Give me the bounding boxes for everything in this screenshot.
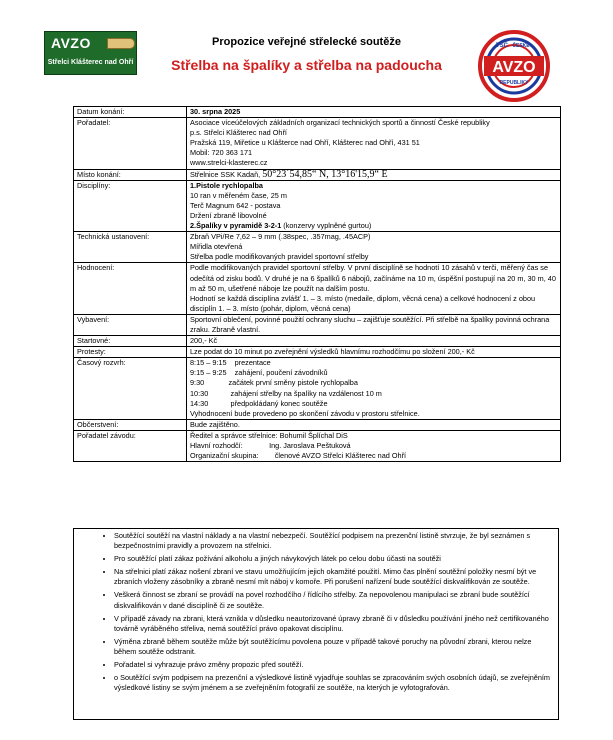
row-organizer: [74, 118, 561, 169]
row-staff: [74, 430, 561, 461]
rules-notes: [73, 528, 559, 720]
row-place: [74, 169, 561, 180]
protests-value: Lze podat do 10 minut po zveřejnění výsledků hlavnímu rozhodčímu po složení 200,- Kč: [187, 347, 561, 358]
row-date: [74, 107, 561, 118]
row-technical: [74, 232, 561, 263]
technical-value: Zbraň VPi/Re 7,62 – 9 mm (.38spec, .357mag, .45ACP) Mířidla otevřená Střelba podle modifikovaných pravidel sportovní střelby: [187, 232, 561, 263]
row-equipment: [74, 314, 561, 335]
list-item: • Na střelnici platí zákaz nošení zbraní ve stavu umožňujícím jejich okamžité použití. Mimo čas plnění soutěžní položky nesmí být ve zbraních vloženy zásobníky a zbraně nesmí mít náboj v komoře. Při porušení nařízení bude soutěžící diskvalifikován ze soutěže.: [114, 567, 552, 587]
catering-value: Bude zajištěno.: [187, 419, 561, 430]
technical-label: Technická ustanovení:: [74, 232, 187, 263]
logo-right-brand: AVZO: [492, 59, 536, 76]
list-item: • V případě závady na zbrani, která vznikla v důsledku neautorizované úpravy zbraně či v důsledku používání jiného než certifikovaného továrně vyráběného střeliva, nemá soutěžící právo opakovat disciplínu.: [114, 614, 552, 634]
list-item: • Výměna zbraně během soutěže může být soutěžícímu povolena pouze v případě takové poruchy na původní zbrani, kterou nelze během soutěže odstranit.: [114, 637, 552, 657]
catering-label: Občerstvení:: [74, 419, 187, 430]
page-title: Propozice veřejné střelecké soutěže: [212, 36, 401, 48]
page-subtitle: Střelba na špalíky a střelba na padoucha: [171, 57, 442, 73]
date-value: 30. srpna 2025: [187, 107, 561, 118]
staff-label: Pořadatel závodu:: [74, 430, 187, 461]
place-coordinates: 50°23´54,85“ N, 13°16'15,9“ E: [262, 168, 388, 180]
fee-value: 200,- Kč: [187, 336, 561, 347]
logo-brand: AVZO: [51, 35, 91, 51]
row-protests: [74, 347, 561, 358]
propositions-table: [73, 106, 561, 462]
logo-right-bottom: REPUBLIKY: [499, 80, 529, 86]
logo-right-top: ČESKÉ: [512, 43, 530, 49]
organizer-value: Asociace víceúčelových základních organizací technických sportů a činností České republiky p.s. Střelci Klášterec nad Ohří Pražská 119, Miřetice u Klášterce nad Ohří, Klášterec nad Ohří, 431 51 Mobil: 720 363 171 www.strelci-klasterec.cz: [187, 118, 561, 169]
schedule-value: 8:15 – 9:15 prezentace 9:15 – 9:25 zahájení, poučení závodníků 9:30 začátek první směny pistole rychlopalba 10:30 zahájení střelby na špalíky na vzdálenost 10 m 14:30 předpokládaný konec soutěže Vyhodnocení bude provedeno po skončení závodu v prostoru střelnice.: [187, 358, 561, 420]
equipment-label: Vybavení:: [74, 314, 187, 335]
schedule-label: Časový rozvrh:: [74, 358, 187, 420]
avzo-logo-right: [478, 30, 550, 102]
place-label: Místo konání:: [74, 169, 187, 180]
disciplines-value: 1.Pistole rychlopalba 10 ran v měřeném čase, 25 m Terč Magnum 642 - postava Držení zbraně libovolné 2.Špalíky v pyramidě 3-2-1 (konzervy vyplněné gurtou): [187, 180, 561, 231]
list-item: • Pořadatel si vyhrazuje právo změny propozic před soutěží.: [114, 660, 552, 670]
list-item: • o Soutěžící svým podpisem na prezenční a výsledkové listině vyjadřuje souhlas se zpracováním svých osobních údajů, se zveřejněním výsledkové listiny se svým jménem a se zveřejněním fotografií ze soutěže, na kterých je vyfotografován.: [114, 673, 552, 693]
logo-right-tsc: TSČ: [496, 43, 508, 49]
list-item: • Pro soutěžící platí zákaz požívání alkoholu a jiných návykových látek po celou dobu účasti na soutěži: [114, 554, 552, 564]
list-item: • Veškerá činnost se zbraní se provádí na povel rozhodčího / řídícího střelby. Za nepovolenou manipulaci se zbraní bude soutěžící diskvalifikován v dané disciplíně či ze soutěže.: [114, 590, 552, 610]
row-catering: [74, 419, 561, 430]
fee-label: Startovné:: [74, 336, 187, 347]
date-label: Datum konání:: [74, 107, 187, 118]
row-scoring: [74, 263, 561, 314]
staff-value: Ředitel a správce střelnice: Bohumil Šplíchal DiS Hlavní rozhodčí: Ing. Jaroslava Peštuková Organizační skupina: členové AVZO Střelci Klášterec nad Ohří: [187, 430, 561, 461]
disciplines-label: Disciplíny:: [74, 180, 187, 231]
list-item: • Soutěžící soutěží na vlastní náklady a na vlastní nebezpečí. Soutěžící podpisem na prezenční listině stvrzuje, že byl seznámen s bezpečnostními pravidly a provozem na střelnici.: [114, 531, 552, 551]
place-value: Střelnice SSK Kadaň, 50°23´54,85“ N, 13°16'15,9“ E: [187, 169, 561, 180]
logo-subtitle: Střelci Klášterec nad Ohří: [47, 59, 134, 66]
scoring-value: Podle modifikovaných pravidel sportovní střelby. V první disciplíně se hodnotí 10 zásahů v terči, měřený čas se odečítá od zisku bodů. V druhé je na 6 špalíků 6 nábojů, začínáme na 10 m, úspěšní postupují na 20 m, 30 m, 40 m až 50 m, ušetřené náboje lze použít na dalším postu. Hodnotí se každá disciplína zvlášť 1. – 3. místo (medaile, diplom, věcná cena) a celkové hodnocení z obou disciplín 1. – 3. místo (pohár, diplom, věcná cena): [187, 263, 561, 314]
equipment-value: Sportovní oblečení, povinné použití ochrany sluchu – zajišťuje soutěžící. Při střelbě na špalíky povinná ochrana zraku. Zbraně vlastní.: [187, 314, 561, 335]
row-fee: [74, 336, 561, 347]
organizer-label: Pořadatel:: [74, 118, 187, 169]
scoring-label: Hodnocení:: [74, 263, 187, 314]
row-schedule: [74, 358, 561, 420]
protests-label: Protesty:: [74, 347, 187, 358]
row-disciplines: [74, 180, 561, 231]
